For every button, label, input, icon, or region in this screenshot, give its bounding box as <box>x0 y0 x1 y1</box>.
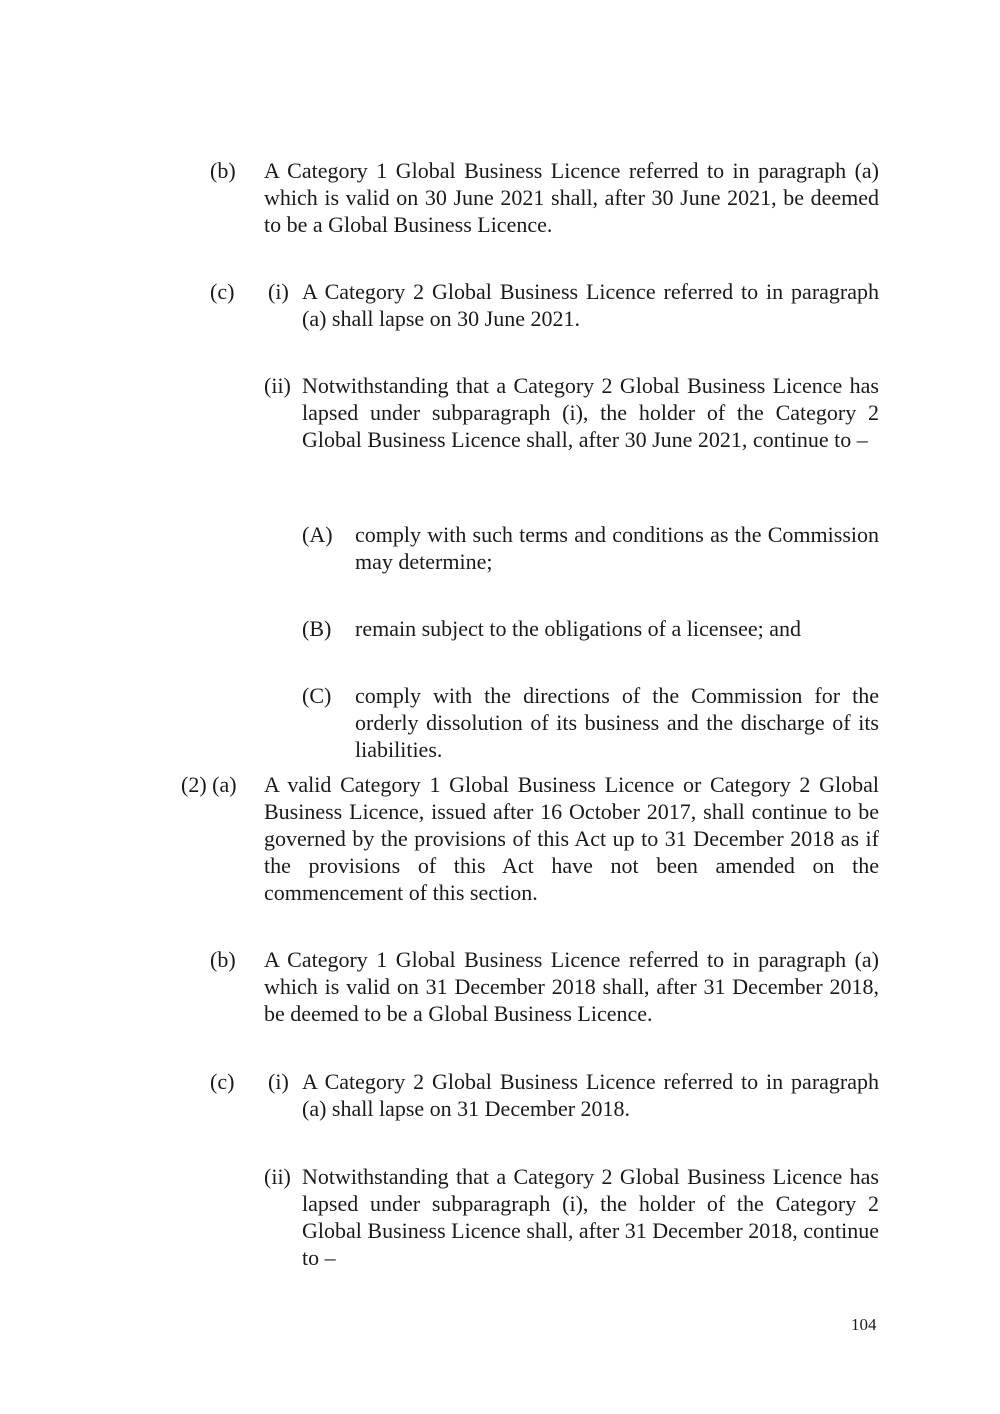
paragraph-text: A Category 1 Global Business Licence referred to in paragraph (a) which is valid on 31 December 2018 shall, after 31 December 2018, be deemed to be a Global Business Licence. <box>264 947 879 1026</box>
paragraph-label: (b) <box>210 158 236 183</box>
subparagraph-label: (i) <box>268 279 289 304</box>
page-number: 104 <box>851 1315 877 1334</box>
paragraph-label: (c) <box>210 279 235 304</box>
item-text: comply with such terms and conditions as the Commission may determine; <box>355 522 879 574</box>
subparagraph-text: Notwithstanding that a Category 2 Global Business Licence has lapsed under subparagraph (i), the holder of the Category 2 Global Business Licence shall, after 31 December 2018, continue to – <box>302 1164 879 1270</box>
item-label: (B) <box>302 616 332 641</box>
paragraph-text: A Category 1 Global Business Licence referred to in paragraph (a) which is valid on 30 June 2021 shall, after 30 June 2021, be deemed to be a Global Business Licence. <box>264 158 879 237</box>
subparagraph-label: (ii) <box>264 1164 291 1189</box>
subparagraph-text: A Category 2 Global Business Licence referred to in paragraph (a) shall lapse on 30 June 2021. <box>302 279 879 331</box>
section-label: (2) (a) <box>181 772 237 797</box>
item-text: remain subject to the obligations of a licensee; and <box>355 616 801 641</box>
subparagraph-label: (i) <box>268 1069 289 1094</box>
paragraph-label: (b) <box>210 947 236 972</box>
paragraph-text: A valid Category 1 Global Business Licence or Category 2 Global Business Licence, issued after 16 October 2017, shall continue to be governed by the provisions of this Act up to 31 December 2018 as if the provisions of this Act have not been amended on the commencement of this section. <box>264 772 879 905</box>
item-text: comply with the directions of the Commission for the orderly dissolution of its business and the discharge of its liabilities. <box>355 683 879 762</box>
subparagraph-text: Notwithstanding that a Category 2 Global Business Licence has lapsed under subparagraph (i), the holder of the Category 2 Global Business Licence shall, after 30 June 2021, continue to – <box>302 373 879 452</box>
item-label: (C) <box>302 683 332 708</box>
paragraph-label: (c) <box>210 1069 235 1094</box>
item-label: (A) <box>302 522 333 547</box>
subparagraph-label: (ii) <box>264 373 291 398</box>
subparagraph-text: A Category 2 Global Business Licence referred to in paragraph (a) shall lapse on 31 December 2018. <box>302 1069 879 1121</box>
